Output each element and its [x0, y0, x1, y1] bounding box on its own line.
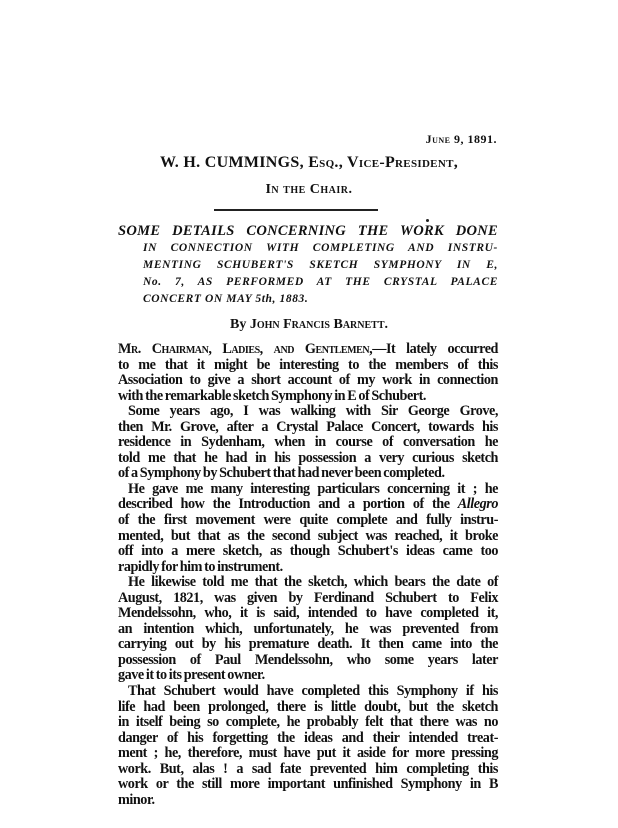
text-line: Mr. Chairman, Ladies, and Gentlemen,—It lately occurred — [118, 341, 498, 357]
chair-name — [0, 153, 618, 173]
byline — [0, 316, 618, 334]
title-line: IN CONNECTION WITH COMPLETING AND INSTRU- — [143, 242, 498, 254]
text-line: life had been prolonged, there is little doubt, but the sketch — [118, 698, 498, 715]
text-line: described how the Introduction and a portion of the Allegro — [118, 496, 498, 513]
title-line: No. 7, AS PERFORMED AT THE CRYSTAL PALACE — [143, 276, 498, 288]
text-line: danger of his forgetting the ideas and their intended treat- — [118, 729, 498, 746]
chair-name-main: W. H. CUMMINGS, — [159, 154, 309, 171]
text-line: ment ; he, therefore, must have put it aside for more pressing — [118, 745, 498, 762]
divider-row — [0, 199, 618, 223]
text-line: That Schubert would have completed this Symphony if his — [128, 683, 498, 700]
text-line: in itself being so complete, he probably felt that there was no — [118, 714, 498, 731]
text-line: work or the still more important unfinished Symphony in B — [118, 776, 498, 793]
title-line: CONCERT ON MAY 5th, 1883. — [143, 293, 309, 305]
text-line: an intention which, unfortunately, he was prevented from — [118, 620, 498, 637]
salutation: Mr. Chairman, Ladies, and Gentlemen, — [118, 341, 373, 357]
paragraph — [118, 575, 498, 684]
title-line: MENTING SCHUBERT'S SKETCH SYMPHONY IN E, — [143, 259, 498, 271]
text-line: minor. — [118, 791, 155, 808]
text-line: then Mr. Grove, after a Crystal Palace Concert, towards his — [118, 418, 498, 435]
text-line: of a Symphony by Schubert that had never been completed. — [118, 465, 445, 482]
paper-title — [118, 223, 498, 308]
text-line: gave it to its present owner. — [118, 667, 265, 684]
text-line: of the first movement were quite complete and fully instru- — [118, 512, 498, 529]
text-line: residence in Sydenham, when in course of conversation he — [118, 434, 498, 451]
author-name: John Francis Barnett. — [249, 317, 389, 332]
text-line: Mendelssohn, who, it is said, intended to have completed it, — [118, 605, 498, 622]
allegro-term: Allegro — [457, 496, 498, 513]
paragraph — [118, 404, 498, 482]
text-line: He likewise told me that the sketch, which bears the date of — [128, 574, 498, 591]
body-text — [118, 342, 498, 808]
stray-mark — [426, 219, 429, 222]
paragraph — [118, 482, 498, 575]
text-line: possession of Paul Mendelssohn, who some years later — [118, 651, 498, 668]
text-line: work. But, alas ! a sad fate prevented him completing this — [118, 760, 498, 777]
text-line: He gave me many interesting particulars concerning it ; he — [128, 480, 498, 497]
text-line: Association to give a short account of my work in connection — [118, 372, 498, 389]
text-line: mented, but that as the second subject was reached, it broke — [118, 527, 498, 544]
text-line: carrying out by his premature death. It then came into the — [118, 636, 498, 653]
text-line: with the remarkable sketch Symphony in E of Schubert. — [118, 387, 427, 404]
divider-rule — [214, 209, 378, 211]
text-line: off into a mere sketch, as though Schubert's ideas came too — [118, 543, 498, 560]
text-line: rapidly for him to instrument. — [118, 558, 283, 575]
title-line: SOME DETAILS CONCERNING THE WORK DONE — [118, 223, 498, 239]
chair-subtitle: In the Chair. — [265, 182, 353, 197]
paragraph — [118, 684, 498, 808]
text-line: August, 1821, was given by Ferdinand Schubert to Felix — [118, 589, 498, 606]
paragraph — [118, 342, 498, 404]
text-line: told me that he had in his possession a very curious sketch — [118, 449, 498, 466]
text-line: Some years ago, I was walking with Sir George Grove, — [128, 403, 498, 420]
text-line: to me that it might be interesting to the members of this — [118, 356, 498, 373]
byline-prefix: By — [229, 317, 250, 332]
chair-title: Esq., Vice-President, — [308, 154, 459, 171]
meeting-date: June 9, 1891. — [425, 132, 497, 146]
